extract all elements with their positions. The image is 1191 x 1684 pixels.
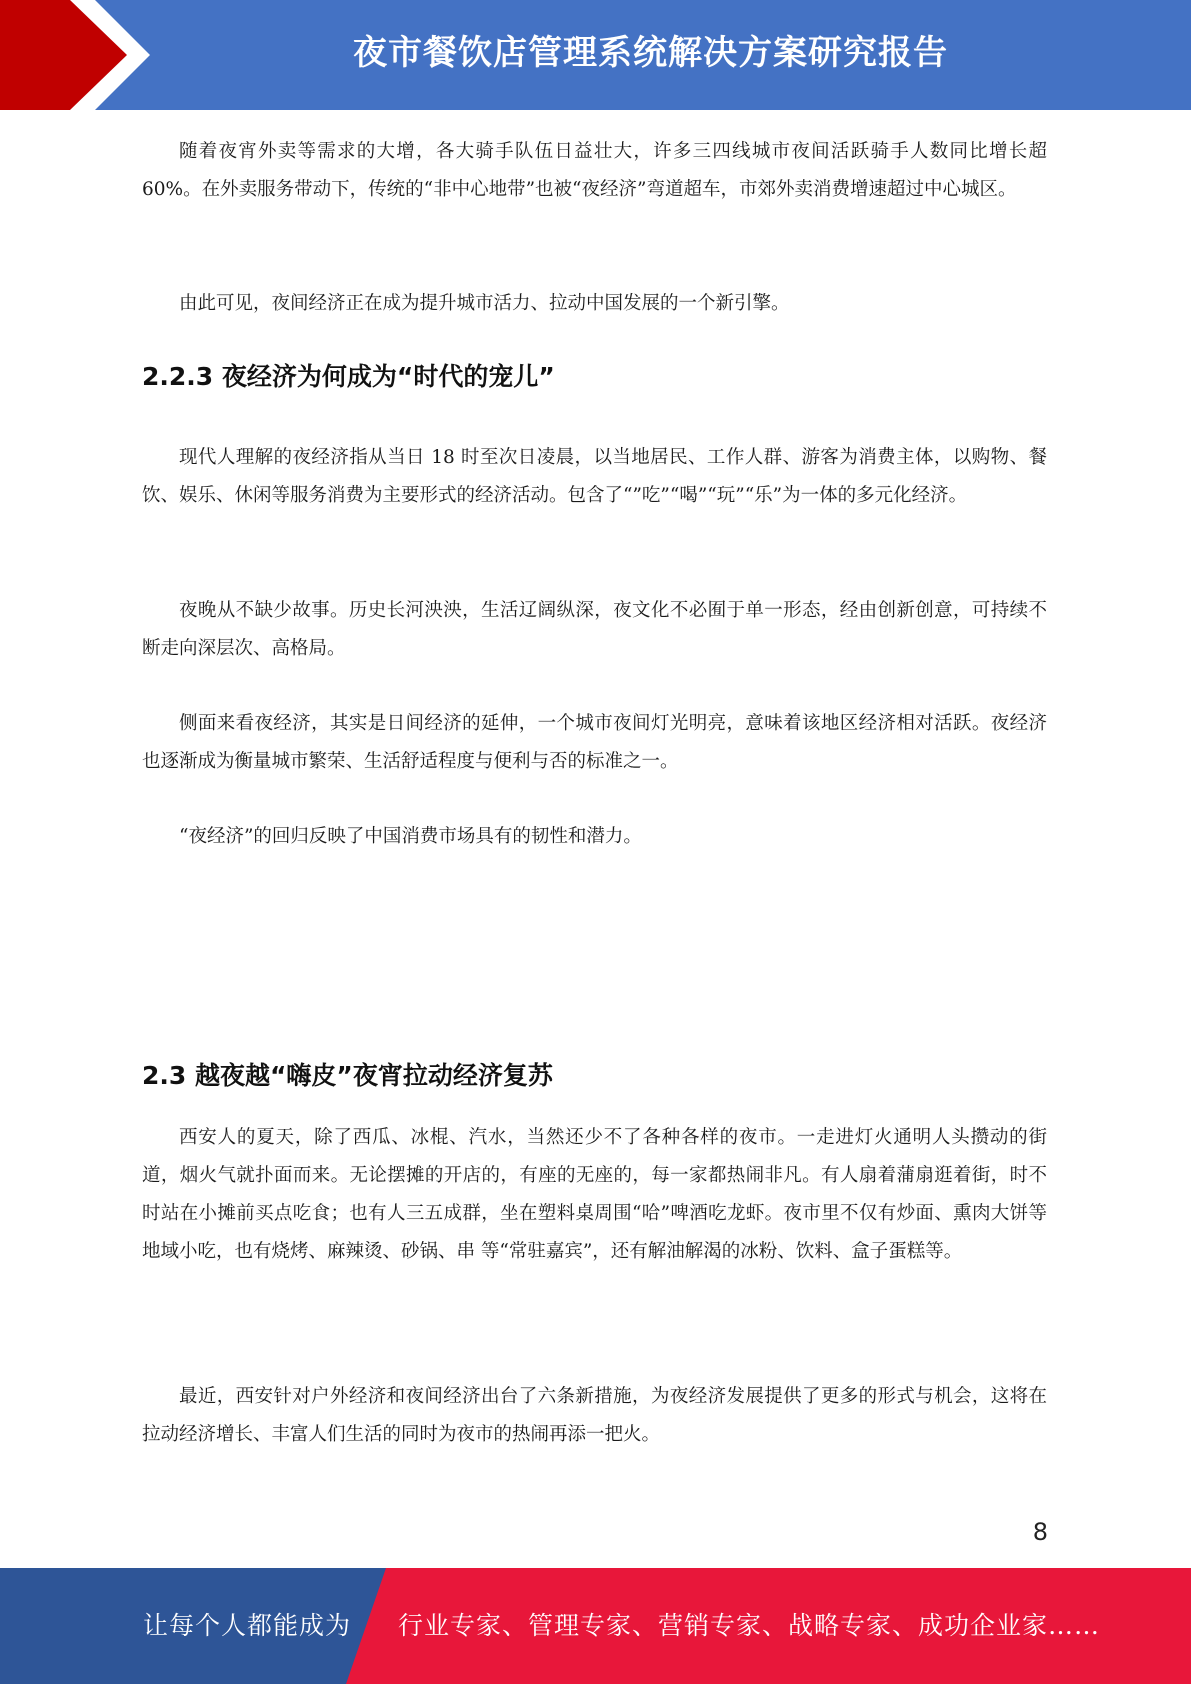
paragraph-resilience: “夜经济”的回归反映了中国消费市场具有的韧性和潜力。 <box>179 826 642 847</box>
paragraph-delivery-riders: 随着夜宵外卖等需求的大增，各大骑手队伍日益壮大，许多三四线城市夜间活跃骑手人数同比增长超 60%。在外卖服务带动下，传统的“非中心地带”也被“夜经济”弯道超车，市郊外卖消费增速超过中心城区。 <box>142 141 1047 200</box>
paragraph-xian-measures: 最近，西安针对户外经济和夜间经济出台了六条新措施，为夜经济发展提供了更多的形式与机会，这将在拉动经济增长、丰富人们生活的同时为夜市的热闹再添一把火。 <box>142 1386 1047 1445</box>
paragraph-daytime-extension: 侧面来看夜经济，其实是日间经济的延伸，一个城市夜间灯光明亮，意味着该地区经济相对活跃。夜经济也逐渐成为衡量城市繁荣、生活舒适程度与便利与否的标准之一。 <box>142 713 1047 772</box>
footer-slogan-left: 让每个人都能成为 <box>143 1611 352 1640</box>
header-arrow-decoration <box>0 0 160 110</box>
footer-slogan-right: 行业专家、管理专家、营销专家、战略专家、成功企业家…… <box>398 1611 1101 1640</box>
paragraph-night-economy-definition: 现代人理解的夜经济指从当日 18 时至次日凌晨，以当地居民、工作人群、游客为消费主体，以购物、餐饮、娱乐、休闲等服务消费为主要形式的经济活动。包含了“”吃”“喝”“玩”“乐”为一体的多元化经济。 <box>142 447 1047 506</box>
document-title: 夜市餐饮店管理系统解决方案研究报告 <box>353 33 948 73</box>
footer-banner <box>0 1568 1191 1684</box>
page-number: 8 <box>1032 1518 1048 1546</box>
paragraph-night-economy-engine: 由此可见，夜间经济正在成为提升城市活力、拉动中国发展的一个新引擎。 <box>179 293 790 314</box>
paragraph-night-stories: 夜晚从不缺少故事。历史长河泱泱，生活辽阔纵深，夜文化不必囿于单一形态，经由创新创意，可持续不断走向深层次、高格局。 <box>142 600 1047 659</box>
section-heading-2-2-3: 2.2.3 夜经济为何成为“时代的宠儿” <box>142 362 555 391</box>
header-banner <box>0 0 1191 110</box>
paragraph-xian-summer: 西安人的夏天，除了西瓜、冰棍、汽水，当然还少不了各种各样的夜市。一走进灯火通明人头攒动的街道，烟火气就扑面而来。无论摆摊的开店的，有座的无座的，每一家都热闹非凡。有人扇着蒲扇逛着街，时不时站在小摊前买点吃食；也有人三五成群，坐在塑料桌周围“哈”啤酒吃龙虾。夜市里不仅有炒面、熏肉大饼等地域小吃，也有烧烤、麻辣烫、砂锅、串 等“常驻嘉宾”，还有解油解渴的冰粉、饮料、盒子蛋糕等。 <box>142 1127 1047 1262</box>
section-heading-2-3: 2.3 越夜越“嗨皮”夜宵拉动经济复苏 <box>142 1061 553 1090</box>
